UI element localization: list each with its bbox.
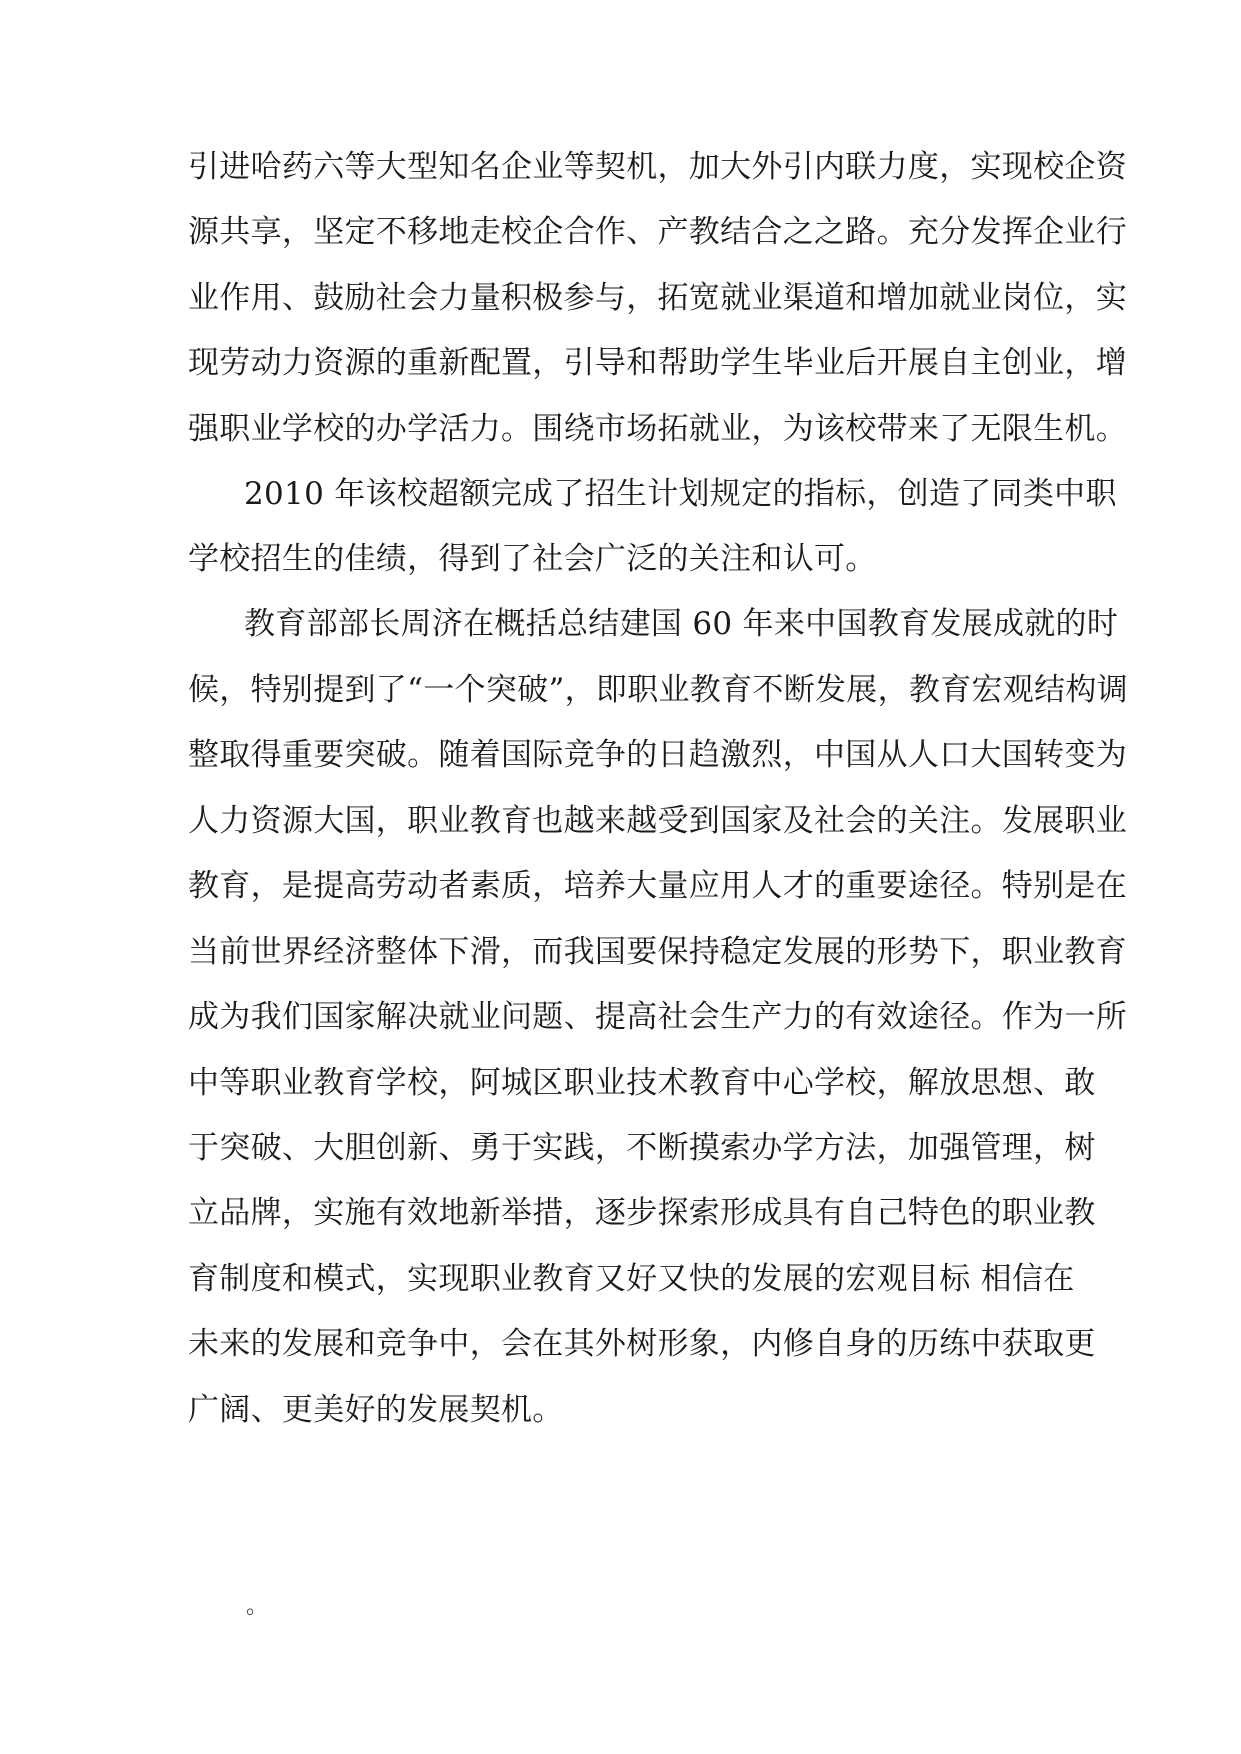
paragraph-3-line-7: 成为我们国家解决就业问题、提高社会生产力的有效途径。作为一所 (188, 999, 1127, 1035)
paragraph-3-line-3: 整取得重要突破。随着国际竞争的日趋激烈，中国从人口大国转变为 (188, 737, 1127, 773)
paragraph-3-line-13: 广阔、更美好的发展契机。 (188, 1392, 564, 1428)
paragraph-2-line-1: 2010 年该校超额完成了招生计划规定的指标，创造了同类中职 (244, 476, 1117, 512)
trailing-punctuation: 。 (246, 1594, 269, 1619)
paragraph-3-line-8: 中等职业教育学校，阿城区职业技术教育中心学校，解放思想、敢 (188, 1065, 1096, 1101)
paragraph-1-line-1: 引进哈药六等大型知名企业等契机，加大外引内联力度，实现校企资 (188, 149, 1127, 185)
paragraph-3-line-2: 候，特别提到了“一个突破”，即职业教育不断发展，教育宏观结构调 (188, 672, 1128, 708)
paragraph-1-line-4: 现劳动力资源的重新配置，引导和帮助学生毕业后开展自主创业，增 (188, 345, 1127, 381)
paragraph-2-line-2: 学校招生的佳绩，得到了社会广泛的关注和认可。 (188, 541, 877, 577)
paragraph-3-line-9: 于突破、大胆创新、勇于实践，不断摸索办学方法，加强管理，树 (188, 1130, 1096, 1166)
paragraph-1-line-3: 业作用、鼓励社会力量积极参与，拓宽就业渠道和增加就业岗位，实 (188, 280, 1127, 316)
paragraph-1-line-2: 源共享，坚定不移地走校企合作、产教结合之之路。充分发挥企业行 (188, 214, 1127, 250)
paragraph-3-line-6: 当前世界经济整体下滑，而我国要保持稳定发展的形势下，职业教育 (188, 934, 1127, 970)
paragraph-3-line-12: 未来的发展和竞争中，会在其外树形象，内修自身的历练中获取更 (188, 1326, 1096, 1362)
paragraph-3-line-1: 教育部部长周济在概括总结建国 60 年来中国教育发展成就的时 (244, 606, 1119, 642)
paragraph-3-line-4: 人力资源大国，职业教育也越来越受到国家及社会的关注。发展职业 (188, 803, 1127, 839)
paragraph-3-line-11: 育制度和模式，实现职业教育又好又快的发展的宏观目标 相信在 (188, 1261, 1075, 1297)
paragraph-1-line-5: 强职业学校的办学活力。围绕市场拓就业，为该校带来了无限生机。 (188, 411, 1127, 447)
paragraph-3-line-5: 教育，是提高劳动者素质，培养大量应用人才的重要途径。特别是在 (188, 868, 1127, 904)
paragraph-3-line-10: 立品牌，实施有效地新举措，逐步探索形成具有自己特色的职业教 (188, 1195, 1096, 1231)
